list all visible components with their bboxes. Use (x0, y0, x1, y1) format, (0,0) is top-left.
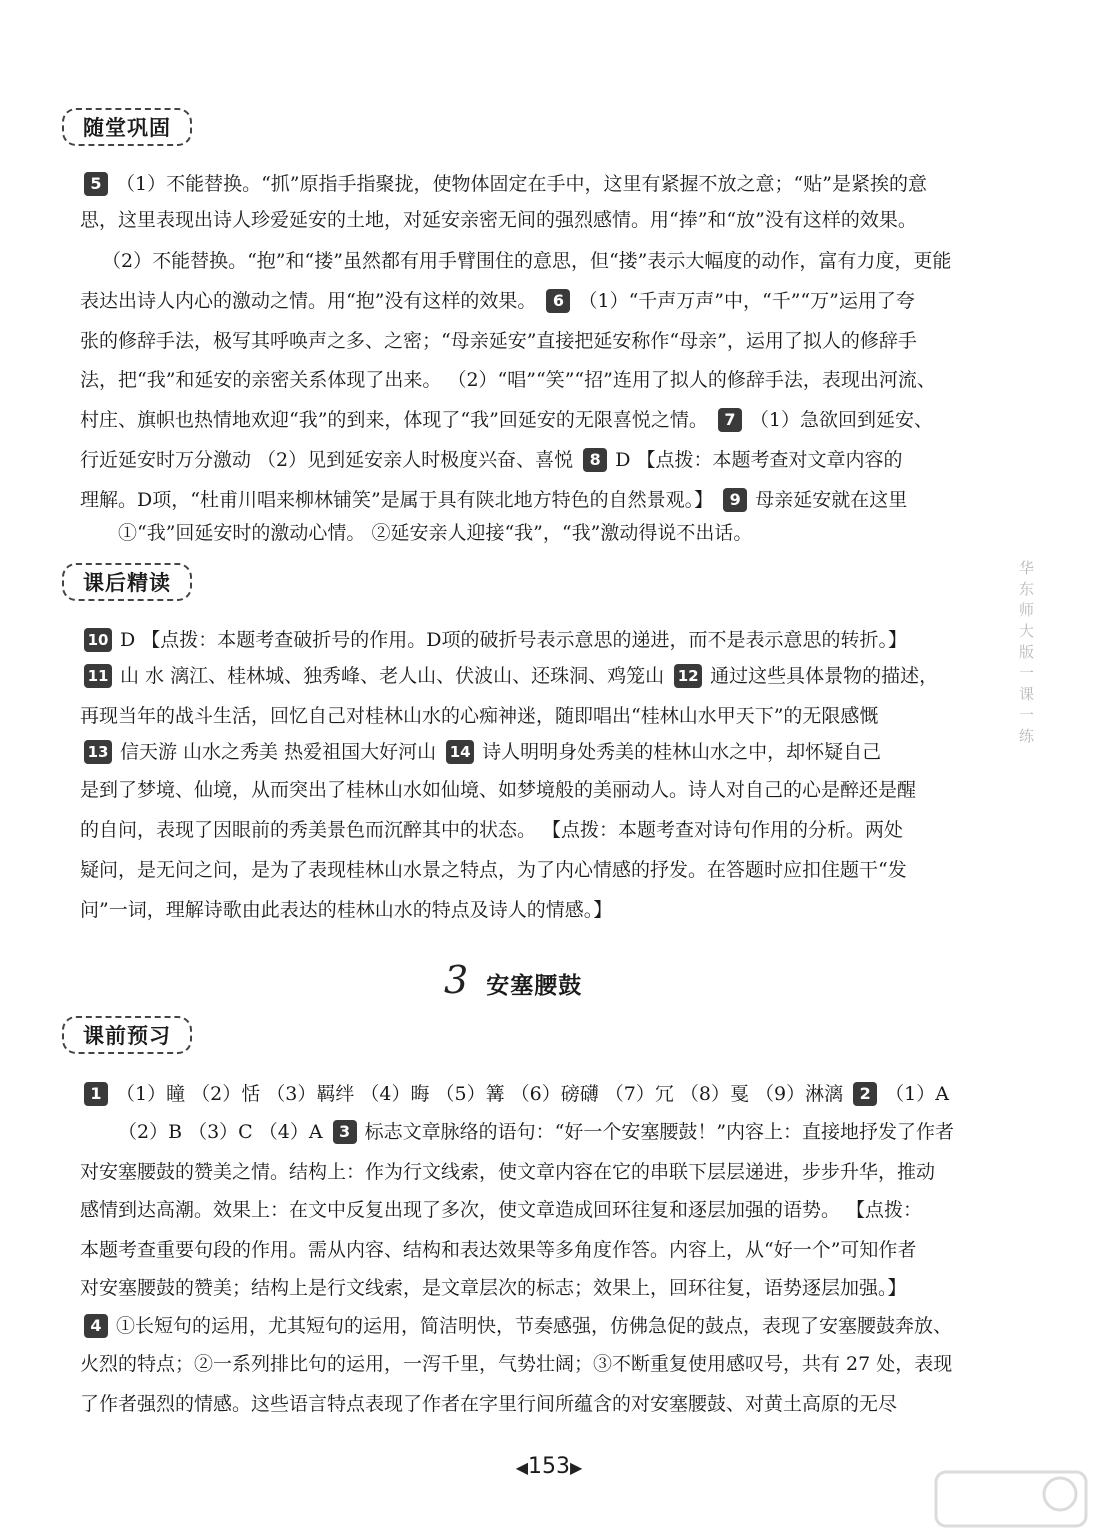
answer-text: 表达出诗人内心的激动之情。用“抱”没有这样的效果。 (80, 290, 537, 312)
answer-line (80, 1236, 916, 1264)
question-number-badge: 12 (674, 664, 702, 688)
question-number-badge: 1 (84, 1082, 108, 1106)
answer-text: 是到了梦境、仙境，从而突出了桂林山水如仙境、如梦境般的美丽动人。诗人对自己的心是醉还是醒 (80, 779, 917, 801)
question-number-badge: 10 (84, 628, 112, 652)
answer-line (80, 406, 933, 434)
question-number-badge: 7 (718, 408, 742, 432)
section-label-consolidation: 随堂巩固 (62, 108, 192, 146)
answer-text: 火烈的特点；②一系列排比句的运用，一泻千里，气势壮阔；③不断重复使用感叹号，共有 27 处，表现 (80, 1353, 953, 1375)
question-number-badge: 8 (583, 448, 607, 472)
answer-line (80, 287, 915, 315)
answer-line (80, 1158, 935, 1186)
answer-text: 山 水 漓江、桂林城、独秀峰、老人山、伏波山、还珠洞、鸡笼山 (120, 665, 665, 687)
question-number-badge: 4 (84, 1314, 108, 1338)
answer-text: D 【点拨：本题考查破折号的作用。D项的破折号表示意思的递进，而不是表示意思的转折。】 (120, 629, 908, 651)
answer-text: 母亲延安就在这里 (755, 489, 908, 511)
question-number-badge: 9 (723, 488, 747, 512)
answer-text: 信天游 山水之秀美 热爱祖国大好河山 (120, 741, 437, 763)
answer-text: 标志文章脉络的语句：“好一个安塞腰鼓！”内容上：直接地抒发了作者 (364, 1121, 955, 1143)
answer-line (80, 626, 907, 654)
question-number-badge: 13 (84, 740, 112, 764)
answer-text: 通过这些具体景物的描述， (710, 665, 939, 687)
answer-text: 对安塞腰鼓的赞美；结构上是行文线索，是文章层次的标志；效果上，回环往复，语势逐层加强。】 (80, 1277, 907, 1299)
answer-text: 行近延安时万分激动 （2）见到延安亲人时极度兴奋、喜悦 (80, 449, 574, 471)
answer-line (80, 1196, 922, 1224)
answer-text: 本题考查重要句段的作用。需从内容、结构和表达效果等多角度作答。内容上，从“好一个”可知作者 (80, 1239, 917, 1261)
answer-text: 诗人明明身处秀美的桂林山水之中，却怀疑自己 (482, 741, 882, 763)
answer-line (80, 206, 917, 234)
answer-line (102, 247, 951, 275)
answer-text: （1）A (885, 1083, 949, 1105)
section-label-preview: 课前预习 (62, 1016, 192, 1054)
answer-text: 理解。D项，“杜甫川唱来柳林铺笑”是属于具有陕北地方特色的自然景观。】 (80, 489, 714, 511)
question-number-badge: 11 (84, 664, 112, 688)
watermark-logo (932, 1468, 1092, 1530)
answer-line (80, 446, 902, 474)
answer-line (80, 738, 881, 766)
answer-text: （1）急欲回到延安、 (749, 409, 933, 431)
page-number-value: 153 (528, 1454, 570, 1479)
answer-line (80, 486, 907, 514)
question-number-badge: 5 (84, 172, 108, 196)
answer-text: 感情到达高潮。效果上：在文中反复出现了多次，使文章造成回环往复和逐层加强的语势。 【点拨： (80, 1199, 923, 1221)
question-number-badge: 14 (446, 740, 474, 764)
answer-text: 张的修辞手法，极写其呼唤声之多、之密；“母亲延安”直接把延安称作“母亲”，运用了拟人的修辞手 (80, 330, 917, 352)
answer-text: （1）瞳 （2）恬 （3）羁绊 （4）晦 （5）篝 （6）磅礴 （7）冗 （8）戛 （9）淋漓 (116, 1083, 844, 1105)
answer-line (80, 816, 903, 844)
right-arrow-icon: ▶ (570, 1458, 583, 1477)
answer-line (80, 1390, 897, 1418)
answer-text: 对安塞腰鼓的赞美之情。结构上：作为行文线索，使文章内容在它的串联下层层递进，步步升华，推动 (80, 1161, 936, 1183)
answer-text: D 【点拨：本题考查对文章内容的 (615, 449, 903, 471)
answer-text: 的自问，表现了因眼前的秀美景色而沉醉其中的状态。 【点拨：本题考查对诗句作用的分析。两处 (80, 819, 904, 841)
chapter-title: 安塞腰鼓 (486, 973, 583, 999)
answer-line (80, 1312, 952, 1340)
answer-text: 思，这里表现出诗人珍爱延安的土地，对延安亲密无间的强烈感情。用“捧”和“放”没有这样的效果。 (80, 209, 917, 231)
answer-line (118, 1118, 954, 1146)
question-number-badge: 3 (333, 1120, 357, 1144)
answer-text: （1）“千声万声”中，“千”“万”运用了夸 (578, 290, 915, 312)
question-number-badge: 6 (546, 289, 570, 313)
answer-line (80, 702, 878, 730)
answer-line (80, 776, 916, 804)
answer-text: （2）B （3）C （4）A (118, 1121, 323, 1143)
chapter-number: 3 (444, 958, 469, 1002)
answer-line (80, 1080, 949, 1108)
answer-text: （2）不能替换。“抱”和“搂”虽然都有用手臂围住的意思，但“搂”表示大幅度的动作，富有力度，更能 (102, 250, 952, 272)
answer-text: 法，把“我”和延安的亲密关系体现了出来。 （2）“唱”“笑”“招”连用了拟人的修辞手法，表现出河流、 (80, 369, 936, 391)
answer-line (80, 896, 612, 924)
answer-text: 问”一词，理解诗歌由此表达的桂林山水的特点及诗人的情感。】 (80, 899, 613, 921)
section-label-after-class-reading: 课后精读 (62, 563, 192, 601)
left-arrow-icon: ◀ (515, 1458, 528, 1477)
answer-text: ①“我”回延安时的激动心情。 ②延安亲人迎接“我”，“我”激动得说不出话。 (118, 522, 753, 544)
answer-line (118, 519, 752, 547)
answer-text: 了作者强烈的情感。这些语言特点表现了作者在字里行间所蕴含的对安塞腰鼓、对黄土高原的无尽 (80, 1393, 898, 1415)
answer-line (80, 327, 917, 355)
answer-line (80, 170, 927, 198)
answer-line (80, 856, 907, 884)
chapter-heading (444, 958, 582, 1002)
answer-text: 村庄、旗帜也热情地欢迎“我”的到来，体现了“我”回延安的无限喜悦之情。 (80, 409, 708, 431)
answer-text: （1）不能替换。“抓”原指手指聚拢，使物体固定在手中，这里有紧握不放之意；“贴”是紧挨的意 (116, 173, 927, 195)
answer-line (80, 366, 936, 394)
side-margin-text: 华东师大版一课一练 (1017, 560, 1035, 749)
question-number-badge: 2 (853, 1082, 877, 1106)
answer-line (80, 1274, 907, 1302)
answer-line (80, 662, 938, 690)
answer-text: 再现当年的战斗生活，回忆自己对桂林山水的心痴神迷，随即唱出“桂林山水甲天下”的无限感慨 (80, 705, 879, 727)
answer-line (80, 1350, 952, 1378)
answer-text: 疑问，是无问之问，是为了表现桂林山水景之特点，为了内心情感的抒发。在答题时应扣住题干“发 (80, 859, 907, 881)
answer-text: ①长短句的运用，尤其短句的运用，简洁明快，节奏感强，仿佛急促的鼓点，表现了安塞腰鼓奔放、 (116, 1315, 953, 1337)
